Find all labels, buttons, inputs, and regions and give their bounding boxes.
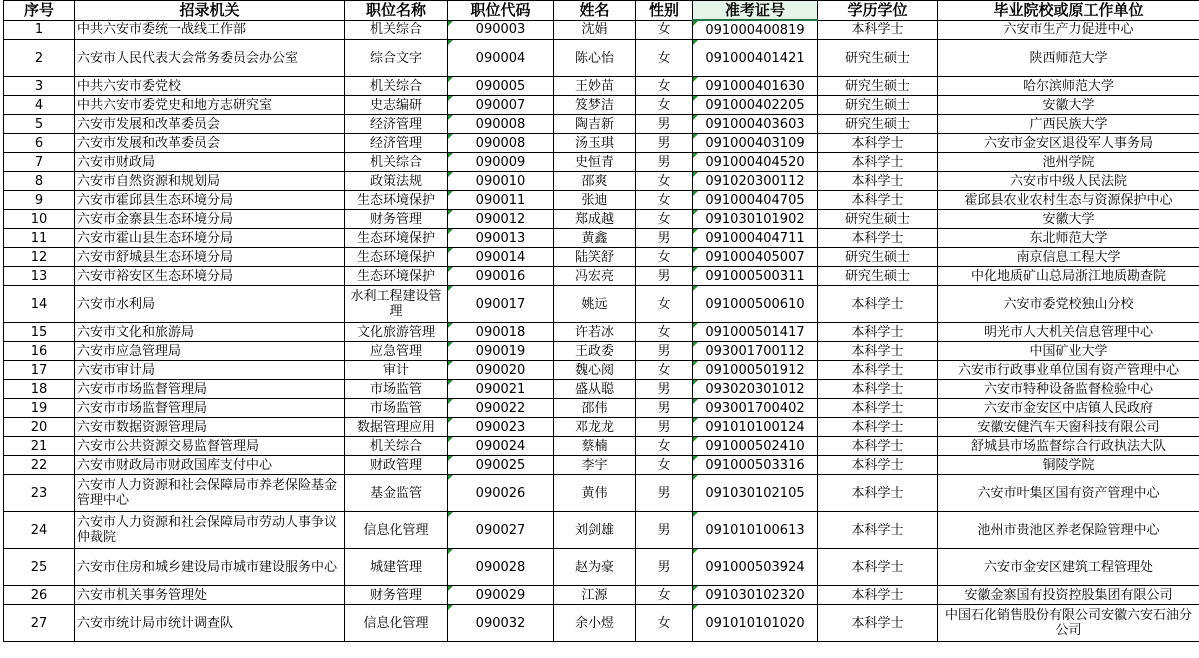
cell-gender[interactable]: 女 [636,248,693,267]
cell-agency[interactable]: 六安市发展和改革委员会 [75,134,345,153]
cell-agency[interactable]: 六安市发展和改革委员会 [75,115,345,134]
cell-agency[interactable]: 六安市公共资源交易监督管理局 [75,437,345,456]
cell-exam-id[interactable]: 093001700402 [693,399,818,418]
cell-agency[interactable]: 六安市市场监督管理局 [75,380,345,399]
table-row [4,549,1199,586]
cell-name[interactable]: 史恒青 [554,153,636,172]
cell-position[interactable]: 经济管理 [345,115,448,134]
cell-gender[interactable]: 女 [636,361,693,380]
cell-name[interactable]: 江源 [554,586,636,605]
cell-gender[interactable]: 女 [636,20,693,40]
cell-school[interactable]: 池州市贵池区养老保险管理中心 [938,512,1199,549]
cell-agency[interactable]: 中共六安市委党校 [75,77,345,96]
cell-school[interactable]: 六安市委党校独山分校 [938,286,1199,323]
cell-code[interactable]: 090027 [448,512,554,549]
cell-exam-id[interactable]: 091000400819 [693,20,818,40]
cell-position[interactable]: 生态环境保护 [345,267,448,286]
cell-index[interactable]: 16 [4,342,75,361]
cell-code[interactable]: 090007 [448,96,554,115]
cell-code[interactable]: 090032 [448,605,554,642]
cell-exam-id[interactable]: 091000402205 [693,96,818,115]
cell-index[interactable]: 10 [4,210,75,229]
cell-degree[interactable]: 研究生硕士 [818,210,938,229]
cell-exam-id[interactable]: 091000503316 [693,456,818,475]
cell-position[interactable]: 财务管理 [345,586,448,605]
cell-school[interactable]: 中化地质矿山总局浙江地质勘查院 [938,267,1199,286]
cell-agency[interactable]: 六安市人力资源和社会保障局市养老保险基金管理中心 [75,475,345,512]
cell-degree[interactable]: 本科学士 [818,456,938,475]
cell-position[interactable]: 基金监管 [345,475,448,512]
cell-school[interactable]: 六安市金安区退役军人事务局 [938,134,1199,153]
cell-school[interactable]: 池州学院 [938,153,1199,172]
cell-code[interactable]: 090008 [448,134,554,153]
cell-exam-id[interactable]: 091000403109 [693,134,818,153]
cell-school[interactable]: 南京信息工程大学 [938,248,1199,267]
cell-position[interactable]: 政策法规 [345,172,448,191]
cell-degree[interactable]: 本科学士 [818,399,938,418]
cell-name[interactable]: 陆笑舒 [554,248,636,267]
cell-agency[interactable]: 六安市机关事务管理处 [75,586,345,605]
cell-code[interactable]: 090025 [448,456,554,475]
cell-exam-id[interactable]: 091010101020 [693,605,818,642]
cell-name[interactable]: 陈心怡 [554,40,636,77]
cell-agency[interactable]: 六安市文化和旅游局 [75,323,345,342]
table-row [4,361,1199,380]
cell-position[interactable]: 水利工程建设管理 [345,286,448,323]
cell-code[interactable]: 090004 [448,40,554,77]
cell-exam-id[interactable]: 091030101902 [693,210,818,229]
cell-school[interactable]: 六安市行政事业单位国有资产管理中心 [938,361,1199,380]
cell-code[interactable]: 090020 [448,361,554,380]
cell-degree[interactable]: 本科学士 [818,437,938,456]
table-row [4,153,1199,172]
cell-name[interactable]: 李宇 [554,456,636,475]
cell-degree[interactable]: 本科学士 [818,20,938,40]
cell-gender[interactable]: 男 [636,512,693,549]
cell-degree[interactable]: 本科学士 [818,172,938,191]
cell-school[interactable]: 明光市人大机关信息管理中心 [938,323,1199,342]
cell-name[interactable]: 刘剑雄 [554,512,636,549]
cell-name[interactable]: 姚远 [554,286,636,323]
cell-index[interactable]: 4 [4,96,75,115]
cell-gender[interactable]: 男 [636,115,693,134]
cell-name[interactable]: 汤玉琪 [554,134,636,153]
cell-exam-id[interactable]: 091010100124 [693,418,818,437]
cell-school[interactable]: 安徽大学 [938,96,1199,115]
cell-agency[interactable]: 六安市住房和城乡建设局市城市建设服务中心 [75,549,345,586]
header-col-school[interactable]: 毕业院校或原工作单位 [938,1,1199,21]
cell-degree[interactable]: 研究生硕士 [818,96,938,115]
cell-agency[interactable]: 六安市霍邱县生态环境分局 [75,191,345,210]
cell-agency[interactable]: 六安市舒城县生态环境分局 [75,248,345,267]
cell-agency[interactable]: 六安市数据资源管理局 [75,418,345,437]
cell-exam-id[interactable]: 091000500610 [693,286,818,323]
cell-exam-id[interactable]: 091000501417 [693,323,818,342]
table-row [4,512,1199,549]
cell-degree[interactable]: 研究生硕士 [818,77,938,96]
cell-index[interactable]: 1 [4,20,75,40]
cell-agency[interactable]: 六安市自然资源和规划局 [75,172,345,191]
cell-position[interactable]: 综合文字 [345,40,448,77]
cell-position[interactable]: 数据管理应用 [345,418,448,437]
cell-agency[interactable]: 六安市财政局市财政国库支付中心 [75,456,345,475]
cell-code[interactable]: 090026 [448,475,554,512]
cell-school[interactable]: 安徽大学 [938,210,1199,229]
table-row [4,286,1199,323]
table-row [4,229,1199,248]
cell-name[interactable]: 张迪 [554,191,636,210]
cell-agency[interactable]: 六安市人力资源和社会保障局市劳动人事争议仲裁院 [75,512,345,549]
cell-name[interactable]: 王政委 [554,342,636,361]
cell-school[interactable]: 安徽金寨国有投资控股集团有限公司 [938,586,1199,605]
cell-gender[interactable]: 女 [636,456,693,475]
cell-index[interactable]: 23 [4,475,75,512]
cell-name[interactable]: 赵为豪 [554,549,636,586]
cell-position[interactable]: 信息化管理 [345,512,448,549]
cell-code[interactable]: 090023 [448,418,554,437]
cell-agency[interactable]: 六安市人民代表大会常务委员会办公室 [75,40,345,77]
cell-gender[interactable]: 男 [636,134,693,153]
cell-code[interactable]: 090018 [448,323,554,342]
cell-degree[interactable]: 本科学士 [818,361,938,380]
cell-school[interactable]: 六安市特种设备监督检验中心 [938,380,1199,399]
cell-code[interactable]: 090003 [448,20,554,40]
cell-gender[interactable]: 男 [636,267,693,286]
cell-degree[interactable]: 本科学士 [818,229,938,248]
cell-code[interactable]: 090012 [448,210,554,229]
cell-school[interactable]: 六安市叶集区国有资产管理中心 [938,475,1199,512]
cell-gender[interactable]: 男 [636,153,693,172]
table-row [4,267,1199,286]
cell-index[interactable]: 15 [4,323,75,342]
cell-exam-id[interactable]: 091000501912 [693,361,818,380]
header-row [4,1,1199,21]
cell-name[interactable]: 邵爽 [554,172,636,191]
cell-degree[interactable]: 本科学士 [818,342,938,361]
cell-school[interactable]: 六安市中级人民法院 [938,172,1199,191]
cell-exam-id[interactable]: 091030102105 [693,475,818,512]
cell-degree[interactable]: 本科学士 [818,286,938,323]
cell-gender[interactable]: 男 [636,342,693,361]
table-row [4,399,1199,418]
cell-position[interactable]: 应急管理 [345,342,448,361]
cell-gender[interactable]: 男 [636,475,693,512]
cell-school[interactable]: 安徽安健汽车天窗科技有限公司 [938,418,1199,437]
cell-school[interactable]: 霍邱县农业农村生态与资源保护中心 [938,191,1199,210]
header-col-position[interactable]: 职位名称 [345,1,448,21]
table-row [4,323,1199,342]
cell-code[interactable]: 090022 [448,399,554,418]
table-row [4,380,1199,399]
cell-exam-id[interactable]: 091000500311 [693,267,818,286]
cell-degree[interactable]: 本科学士 [818,191,938,210]
cell-index[interactable]: 17 [4,361,75,380]
cell-index[interactable]: 27 [4,605,75,642]
cell-degree[interactable]: 研究生硕士 [818,267,938,286]
cell-index[interactable]: 14 [4,286,75,323]
cell-school[interactable]: 六安市生产力促进中心 [938,20,1199,40]
table-row [4,172,1199,191]
cell-exam-id[interactable]: 093020301012 [693,380,818,399]
cell-name[interactable]: 王妙苗 [554,77,636,96]
cell-code[interactable]: 090013 [448,229,554,248]
cell-gender[interactable]: 女 [636,605,693,642]
cell-position[interactable]: 机关综合 [345,77,448,96]
header-col-gender[interactable]: 性别 [636,1,693,21]
cell-exam-id[interactable]: 093001700112 [693,342,818,361]
cell-gender[interactable]: 男 [636,399,693,418]
cell-agency[interactable]: 六安市财政局 [75,153,345,172]
cell-index[interactable]: 18 [4,380,75,399]
header-col-index[interactable]: 序号 [4,1,75,21]
cell-code[interactable]: 090005 [448,77,554,96]
cell-name[interactable]: 黄伟 [554,475,636,512]
cell-name[interactable]: 沈娟 [554,20,636,40]
cell-gender[interactable]: 男 [636,380,693,399]
header-col-exam-id[interactable]: 准考证号 [693,1,818,21]
cell-gender[interactable]: 女 [636,323,693,342]
cell-agency[interactable]: 中共六安市委党史和地方志研究室 [75,96,345,115]
cell-position[interactable]: 城建管理 [345,549,448,586]
cell-exam-id[interactable]: 091030102320 [693,586,818,605]
cell-name[interactable]: 魏心阅 [554,361,636,380]
table-row [4,134,1199,153]
cell-code[interactable]: 090019 [448,342,554,361]
cell-school[interactable]: 六安市金安区建筑工程管理处 [938,549,1199,586]
cell-index[interactable]: 24 [4,512,75,549]
cell-degree[interactable]: 本科学士 [818,418,938,437]
cell-gender[interactable]: 男 [636,229,693,248]
table-row [4,605,1199,642]
cell-degree[interactable]: 本科学士 [818,512,938,549]
cell-index[interactable]: 12 [4,248,75,267]
cell-school[interactable]: 中国石化销售股份有限公司安徽六安石油分公司 [938,605,1199,642]
cell-agency[interactable]: 六安市金寨县生态环境分局 [75,210,345,229]
cell-index[interactable]: 11 [4,229,75,248]
cell-school[interactable]: 哈尔滨师范大学 [938,77,1199,96]
cell-degree[interactable]: 本科学士 [818,153,938,172]
cell-gender[interactable]: 女 [636,96,693,115]
table-row [4,191,1199,210]
cell-degree[interactable]: 本科学士 [818,586,938,605]
cell-position[interactable]: 文化旅游管理 [345,323,448,342]
cell-position[interactable]: 信息化管理 [345,605,448,642]
table-row [4,210,1199,229]
table-row [4,20,1199,40]
cell-school[interactable]: 六安市金安区中店镇人民政府 [938,399,1199,418]
cell-degree[interactable]: 研究生硕士 [818,40,938,77]
cell-code[interactable]: 090024 [448,437,554,456]
cell-position[interactable]: 机关综合 [345,153,448,172]
cell-degree[interactable]: 本科学士 [818,380,938,399]
cell-degree[interactable]: 本科学士 [818,549,938,586]
cell-name[interactable]: 盛从聪 [554,380,636,399]
cell-school[interactable]: 陕西师范大学 [938,40,1199,77]
table-row [4,77,1199,96]
cell-agency[interactable]: 六安市市场监督管理局 [75,399,345,418]
table-row [4,115,1199,134]
cell-name[interactable]: 郑成越 [554,210,636,229]
cell-exam-id[interactable]: 091000404520 [693,153,818,172]
recruitment-table [3,0,1199,642]
cell-index[interactable]: 6 [4,134,75,153]
table-row [4,475,1199,512]
cell-position[interactable]: 生态环境保护 [345,191,448,210]
cell-index[interactable]: 19 [4,399,75,418]
cell-gender[interactable]: 男 [636,418,693,437]
cell-agency[interactable]: 六安市统计局市统计调查队 [75,605,345,642]
cell-degree[interactable]: 本科学士 [818,323,938,342]
table-row [4,342,1199,361]
table-row [4,437,1199,456]
cell-school[interactable]: 广西民族大学 [938,115,1199,134]
cell-code[interactable]: 090028 [448,549,554,586]
cell-agency[interactable]: 六安市霍山县生态环境分局 [75,229,345,248]
cell-name[interactable]: 余小煜 [554,605,636,642]
cell-name[interactable]: 冯宏亮 [554,267,636,286]
cell-agency[interactable]: 六安市审计局 [75,361,345,380]
cell-name[interactable]: 许若冰 [554,323,636,342]
cell-position[interactable]: 市场监管 [345,399,448,418]
table-row [4,456,1199,475]
cell-code[interactable]: 090021 [448,380,554,399]
cell-position[interactable]: 史志编研 [345,96,448,115]
cell-code[interactable]: 090009 [448,153,554,172]
header-col-name[interactable]: 姓名 [554,1,636,21]
cell-exam-id[interactable]: 091000502410 [693,437,818,456]
cell-position[interactable]: 财务管理 [345,210,448,229]
cell-index[interactable]: 3 [4,77,75,96]
cell-exam-id[interactable]: 091000404711 [693,229,818,248]
cell-index[interactable]: 9 [4,191,75,210]
cell-position[interactable]: 市场监管 [345,380,448,399]
cell-school[interactable]: 东北师范大学 [938,229,1199,248]
cell-school[interactable]: 中国矿业大学 [938,342,1199,361]
cell-gender[interactable]: 女 [636,172,693,191]
cell-gender[interactable]: 女 [636,210,693,229]
cell-degree[interactable]: 研究生硕士 [818,248,938,267]
cell-gender[interactable]: 女 [636,40,693,77]
cell-exam-id[interactable]: 091000405007 [693,248,818,267]
cell-code[interactable]: 090014 [448,248,554,267]
cell-name[interactable]: 邓龙龙 [554,418,636,437]
header-col-degree[interactable]: 学历学位 [818,1,938,21]
cell-index[interactable]: 8 [4,172,75,191]
cell-gender[interactable]: 女 [636,191,693,210]
cell-index[interactable]: 7 [4,153,75,172]
table-row [4,96,1199,115]
cell-position[interactable]: 生态环境保护 [345,229,448,248]
cell-position[interactable]: 审计 [345,361,448,380]
header-col-agency[interactable]: 招录机关 [75,1,345,21]
cell-name[interactable]: 蔡楠 [554,437,636,456]
cell-index[interactable]: 13 [4,267,75,286]
cell-school[interactable]: 舒城县市场监督综合行政执法大队 [938,437,1199,456]
cell-degree[interactable]: 研究生硕士 [818,115,938,134]
cell-index[interactable]: 26 [4,586,75,605]
cell-name[interactable]: 黄鑫 [554,229,636,248]
cell-degree[interactable]: 本科学士 [818,605,938,642]
cell-exam-id[interactable]: 091020300112 [693,172,818,191]
table-row [4,40,1199,77]
cell-exam-id[interactable]: 091010100613 [693,512,818,549]
cell-index[interactable]: 21 [4,437,75,456]
cell-index[interactable]: 22 [4,456,75,475]
cell-name[interactable]: 邵伟 [554,399,636,418]
cell-exam-id[interactable]: 091000403603 [693,115,818,134]
cell-gender[interactable]: 男 [636,549,693,586]
cell-gender[interactable]: 女 [636,437,693,456]
cell-position[interactable]: 经济管理 [345,134,448,153]
cell-position[interactable]: 生态环境保护 [345,248,448,267]
cell-code[interactable]: 090029 [448,586,554,605]
cell-index[interactable]: 5 [4,115,75,134]
cell-exam-id[interactable]: 091000401421 [693,40,818,77]
table-row [4,418,1199,437]
cell-code[interactable]: 090010 [448,172,554,191]
cell-name[interactable]: 笈梦洁 [554,96,636,115]
cell-code[interactable]: 090017 [448,286,554,323]
cell-exam-id[interactable]: 091000503924 [693,549,818,586]
cell-agency[interactable]: 六安市裕安区生态环境分局 [75,267,345,286]
cell-code[interactable]: 090011 [448,191,554,210]
cell-index[interactable]: 20 [4,418,75,437]
cell-position[interactable]: 机关综合 [345,20,448,40]
cell-index[interactable]: 2 [4,40,75,77]
cell-agency[interactable]: 中共六安市委统一战线工作部 [75,20,345,40]
cell-name[interactable]: 陶吉新 [554,115,636,134]
cell-agency[interactable]: 六安市应急管理局 [75,342,345,361]
table-row [4,586,1199,605]
cell-school[interactable]: 铜陵学院 [938,456,1199,475]
cell-degree[interactable]: 本科学士 [818,475,938,512]
cell-exam-id[interactable]: 091000404705 [693,191,818,210]
cell-code[interactable]: 090008 [448,115,554,134]
cell-agency[interactable]: 六安市水利局 [75,286,345,323]
cell-gender[interactable]: 女 [636,77,693,96]
cell-code[interactable]: 090016 [448,267,554,286]
cell-position[interactable]: 财政管理 [345,456,448,475]
cell-gender[interactable]: 女 [636,286,693,323]
cell-exam-id[interactable]: 091000401630 [693,77,818,96]
header-col-code[interactable]: 职位代码 [448,1,554,21]
cell-index[interactable]: 25 [4,549,75,586]
cell-gender[interactable]: 女 [636,586,693,605]
cell-degree[interactable]: 本科学士 [818,134,938,153]
table-row [4,248,1199,267]
cell-position[interactable]: 机关综合 [345,437,448,456]
